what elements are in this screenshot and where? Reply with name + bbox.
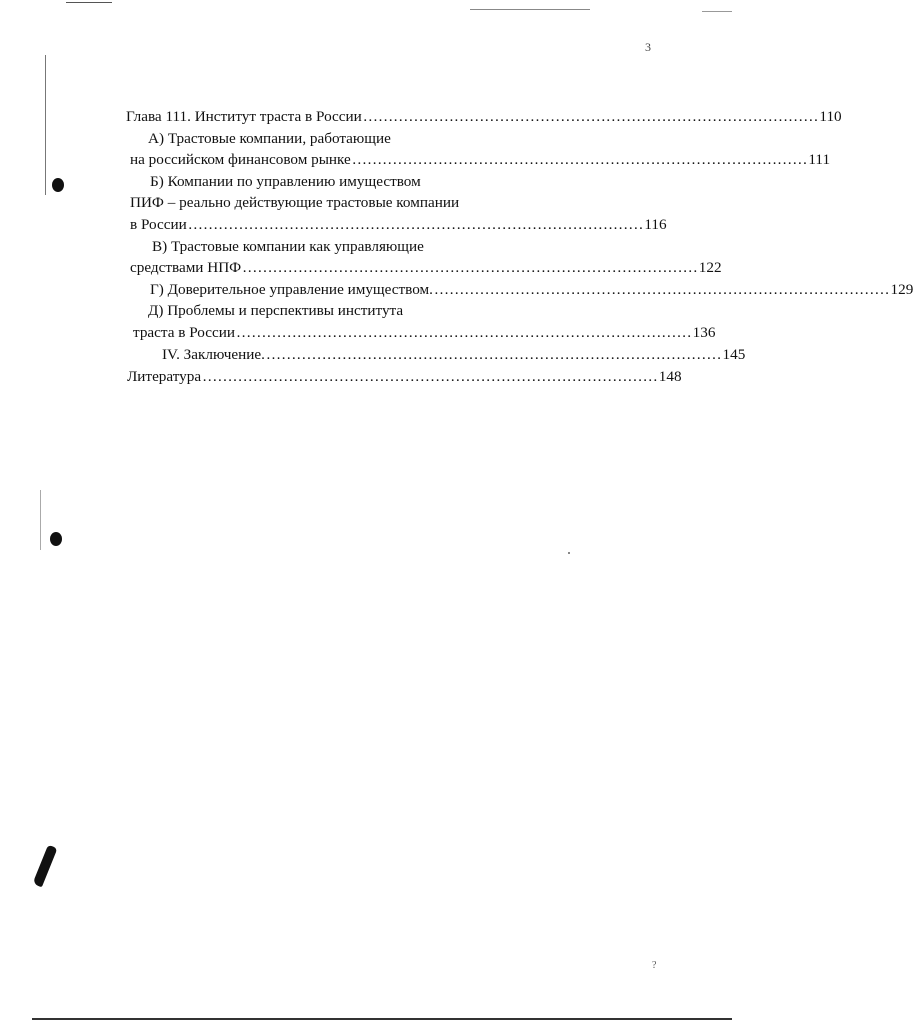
page-number: 3 [645,40,651,54]
toc-entry-page: 116 [644,216,667,233]
toc-entry-title: Д) Проблемы и перспективы института [148,302,404,319]
toc-entry [162,344,746,365]
toc-entry-title: траста в России [133,324,236,341]
toc-leader-dots: ……………………………………………………………………………… [236,324,692,341]
scan-edge-line [702,11,732,12]
toc-entry-title: средствами НПФ [130,259,242,276]
toc-entry-title: на российском финансовом рынке [130,151,351,168]
toc-entry-page: 122 [698,259,722,276]
toc-entry-title: IV. Заключение. [162,346,265,363]
toc-entry-title: в России [130,216,187,233]
toc-leader-dots: ……………………………………………………………………………… [351,151,808,168]
scan-edge-line [470,9,590,10]
toc-leader-dots: ……………………………………………………………………………… [202,368,658,385]
toc-entry-title: Б) Компании по управлению имуществом [150,173,421,190]
toc-entry [133,322,716,343]
scan-edge-line [40,490,41,550]
scan-bottom-edge [32,1018,732,1020]
toc-entry-page: 136 [692,324,716,341]
toc-leader-dots: ……………………………………………………………………………… [242,259,698,276]
toc-leader-dots: ……………………………………………………………………………… [362,108,819,125]
toc-entry-page: 111 [808,151,831,168]
toc-entry-title: Глава 111. Институт траста в России [126,108,362,125]
scan-edge-line [45,55,46,195]
punch-hole-mark [50,532,62,546]
scan-edge-line [66,2,112,3]
toc-entry [130,257,722,278]
scan-speck [568,552,570,554]
toc-entry [130,149,831,170]
toc-leader-dots: ……………………………………………………………………………… [265,346,722,363]
toc-entry [126,106,842,127]
punch-hole-mark [52,178,64,192]
toc-entry [127,366,682,387]
toc-entry-page: 110 [819,108,842,125]
scan-ink-mark [32,845,57,888]
toc-leader-dots: ……………………………………………………………………………… [433,281,890,298]
toc-leader-dots: ……………………………………………………………………………… [187,216,644,233]
toc-entry-page: 145 [722,346,746,363]
toc-entry-title: ПИФ – реально действующие трастовые компании [130,194,460,211]
toc-entry-title: А) Трастовые компании, работающие [148,130,391,147]
toc-entry-title: Г) Доверительное управление имуществом. [150,281,433,298]
toc-entry-page: 129 [890,281,913,298]
toc-entry-page: 148 [658,368,682,385]
toc-entry [150,279,913,300]
toc-entry-title: Литература [127,368,202,385]
toc-entry-title: В) Трастовые компании как управляющие [152,238,424,255]
toc-entry [130,214,667,235]
corner-mark: ? [652,960,657,971]
